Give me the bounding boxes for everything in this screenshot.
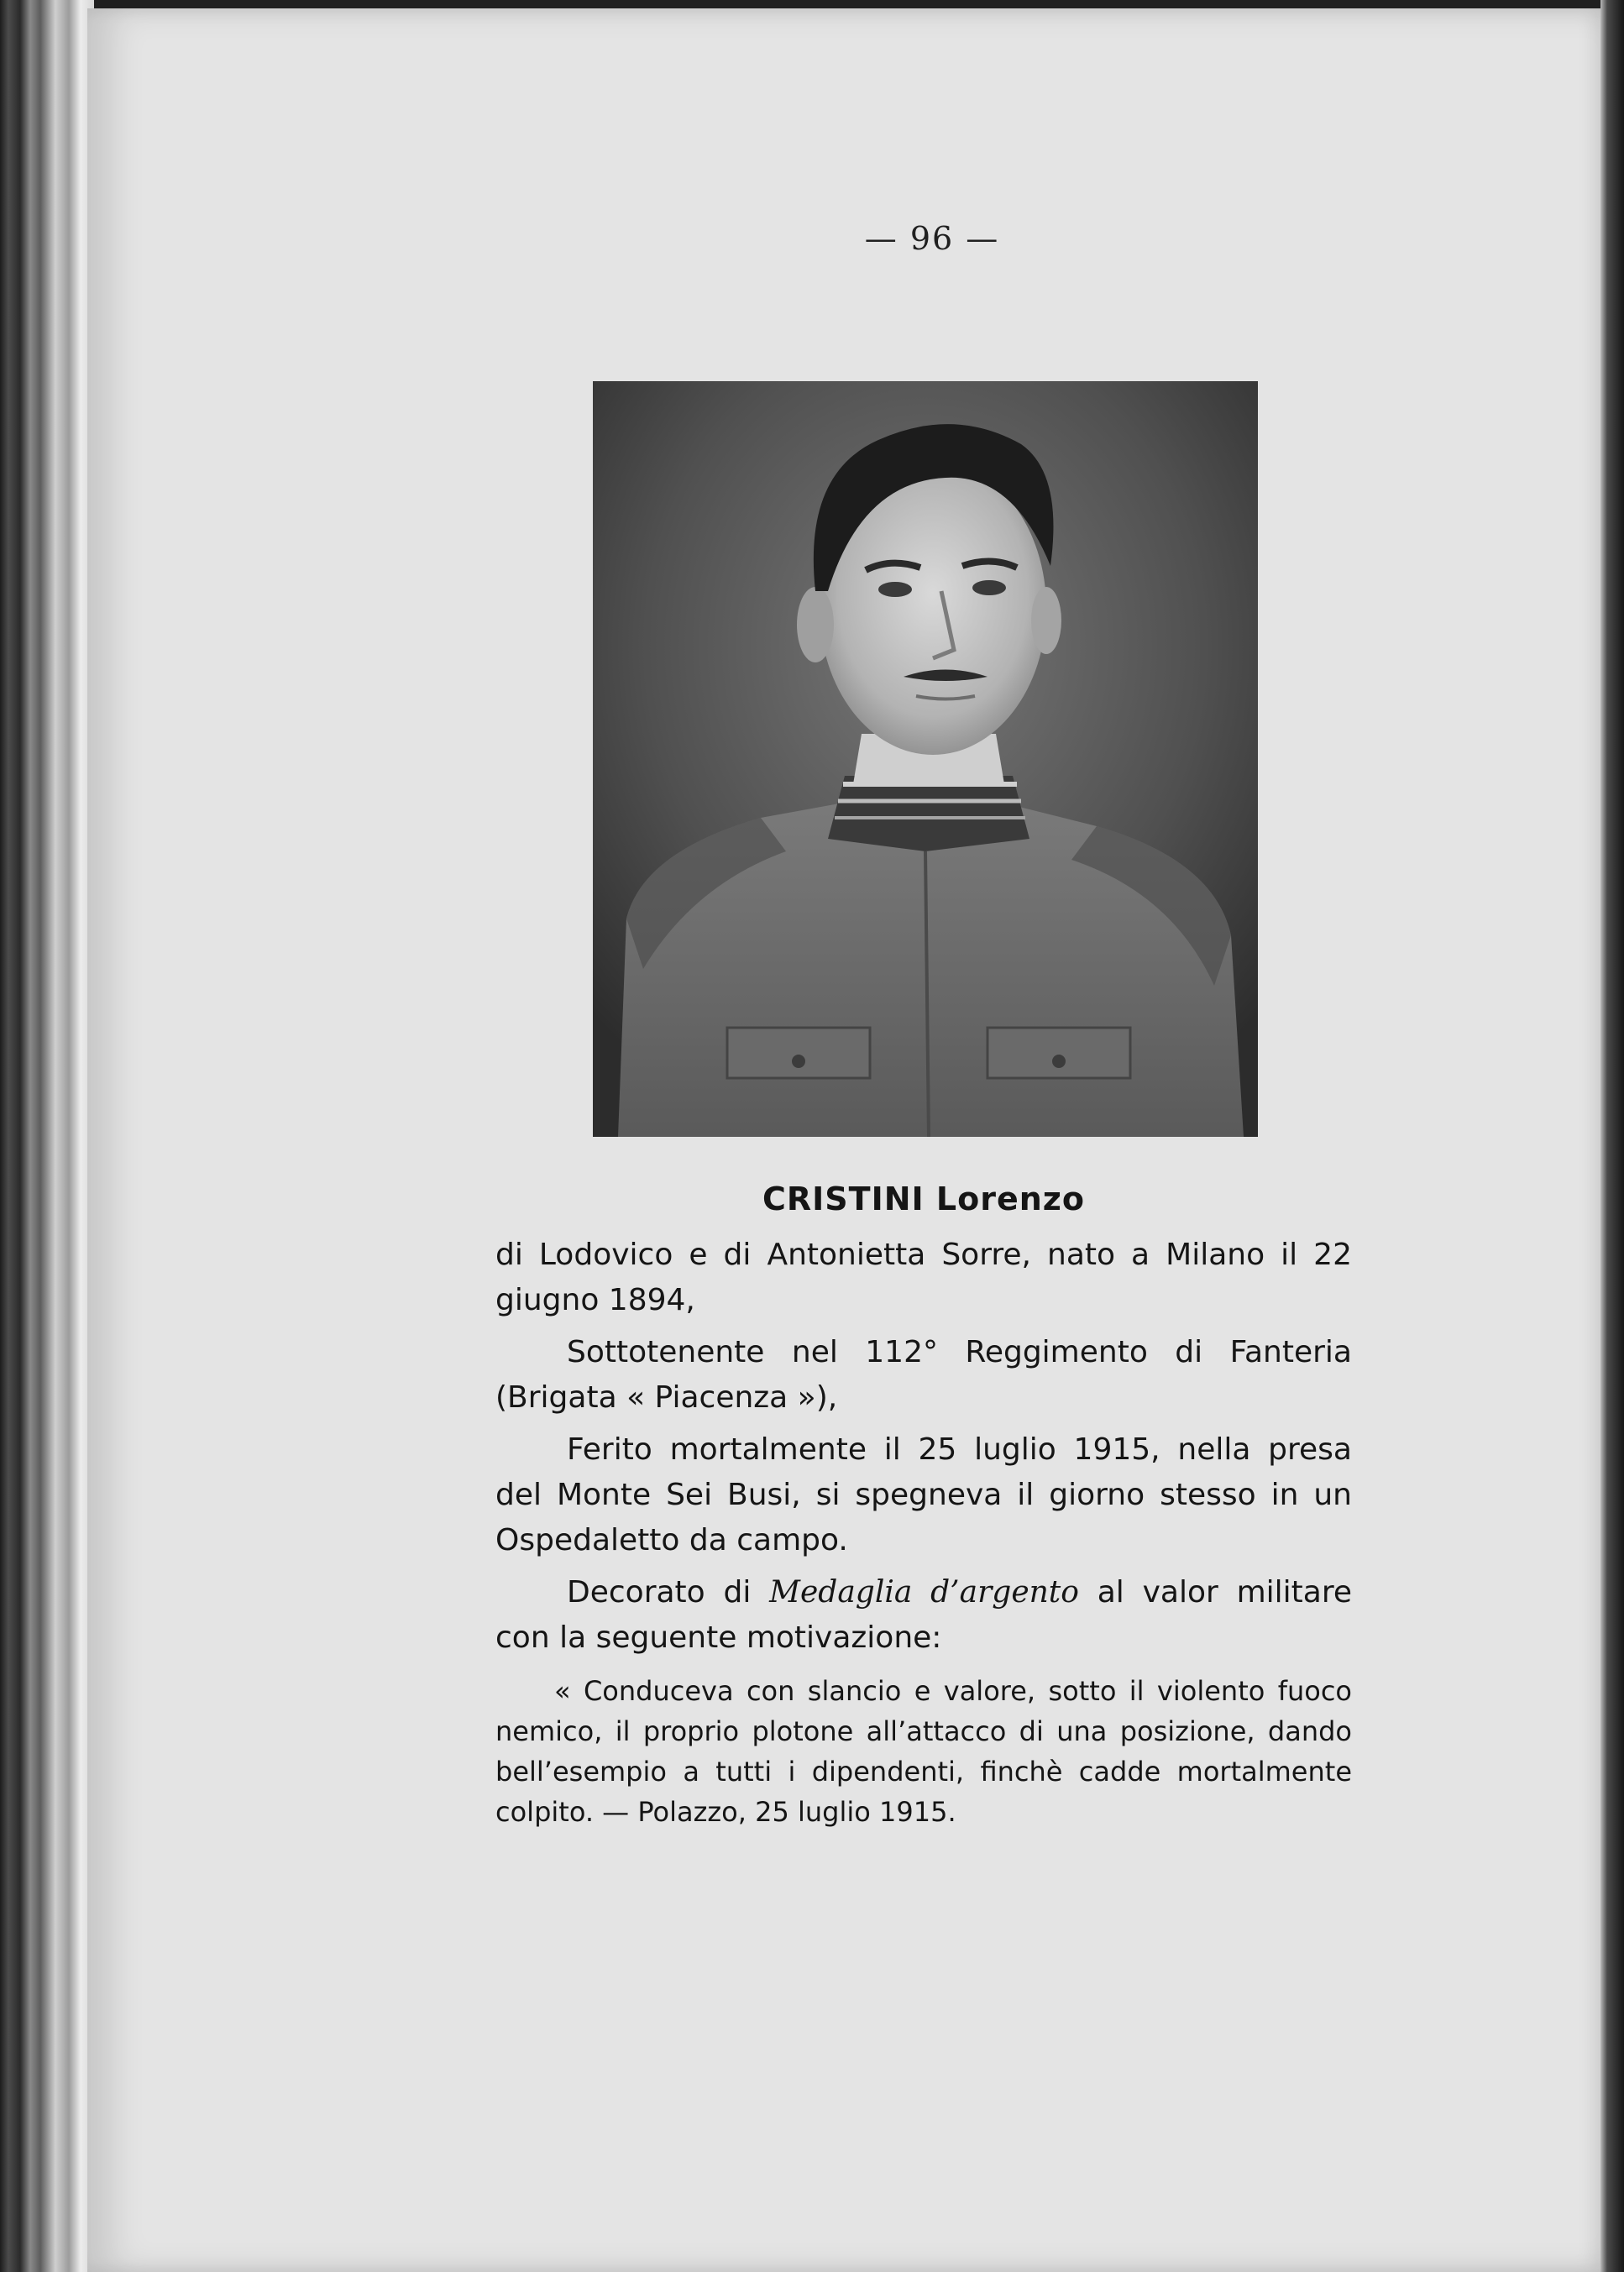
citation-paragraph: « Conduceva con slancio e valore, sotto il violento fuoco nemico, il proprio plotone all’attacco di una posizione, dando bell’esempio a tutti i dipendenti, finchè cadde mortalmente colpito. — Polazzo, 25 luglio 1915. (495, 1675, 1352, 1828)
death-paragraph: Ferito mortalmente il 25 luglio 1915, nella presa del Monte Sei Busi, si spegneva il giorno stesso in un Ospedaletto da campo. (495, 1432, 1352, 1557)
medal-name: Medaglia d’argento (769, 1575, 1079, 1610)
decoration-paragraph (495, 1570, 1352, 1661)
decoration-suffix: al valor militare con la seguente motivazione: (495, 1575, 1352, 1655)
book-spine-edge (0, 0, 94, 2272)
page-right-edge (1600, 0, 1624, 2272)
page-number: — 96 — (864, 220, 1000, 257)
person-name: CRISTINI Lorenzo (762, 1180, 1085, 1217)
portrait-illustration (593, 381, 1258, 1137)
rank-paragraph: Sottotenente nel 112° Reggimento di Fanteria (Brigata « Piacenza »), (495, 1335, 1352, 1415)
portrait-photo (593, 381, 1258, 1137)
book-page (87, 8, 1602, 2272)
birth-paragraph: di Lodovico e di Antonietta Sorre, nato a Milano il 22 giugno 1894, (495, 1238, 1352, 1317)
decoration-prefix: Decorato di (567, 1575, 752, 1610)
biography-text (495, 1180, 1352, 1832)
